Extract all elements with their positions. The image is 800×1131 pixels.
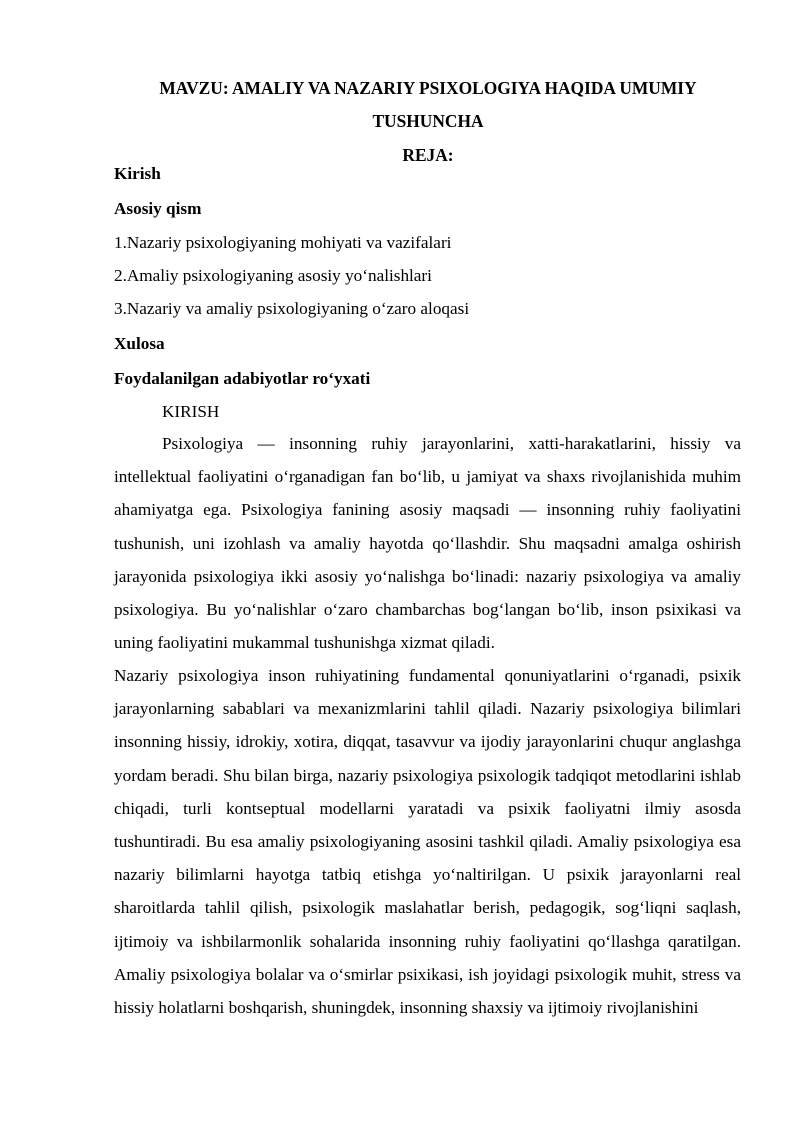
outline-item-2: 2.Amaliy psixologiyaning asosiy yo‘nalishlari (114, 266, 432, 285)
outline-item-main-part: Asosiy qism (114, 199, 202, 218)
section-heading: KIRISH (162, 402, 220, 421)
outline-item-3: 3.Nazariy va amaliy psixologiyaning o‘zaro aloqasi (114, 299, 470, 318)
paragraph-theory: Nazariy psixologiya inson ruhiyatining fundamental qonuniyatlarini o‘rganadi, psixik jarayonlarning sabablari va mexanizmlarini tahlil qiladi. Nazariy psixologiya bilimlari insonning hissiy, idrokiy, xotira, diqqat, tasavvur va ijodiy jarayonlarini chuqur anglashga yordam beradi. Shu bilan birga, nazariy psixologiya psixologik tadqiqot metodlarini ishlab chiqadi, turli kontseptual modellarni yaratadi va psixik faoliyatni ilmiy asosda tushuntiradi. Bu esa amaliy psixologiyaning asosini tashkil qiladi. Amaliy psixologiya esa nazariy bilimlarni hayotga tatbiq etishga yo‘naltirilgan. U psixik jarayonlarni real sharoitlarda tahlil qilish, psixologik maslahatlar berish, pedagogik, sog‘liqni saqlash, ijtimoiy va ishbilarmonlik sohalarida insonning ruhiy faoliyatini qo‘llashga qaratilgan. Amaliy psixologiya bolalar va o‘smirlar psixikasi, ish joyidagi psixologik muhit, stress va hissiy holatlarni boshqarish, shuningdek, insonning shaxsiy va ijtimoiy rivojlanishini (114, 666, 741, 1018)
outline-item-1: 1.Nazariy psixologiyaning mohiyati va vazifalari (114, 233, 452, 252)
document-title-line-1: MAVZU: AMALIY VA NAZARIY PSIXOLOGIYA HAQIDA UMUMIY (159, 78, 697, 98)
plan-heading: REJA: (402, 145, 454, 165)
document-title-line-2: TUSHUNCHA (372, 111, 484, 131)
outline-item-references: Foydalanilgan adabiyotlar ro‘yxati (114, 369, 371, 388)
paragraph-introduction: Psixologiya — insonning ruhiy jarayonlarini, xatti-harakatlarini, hissiy va intellektual faoliyatini o‘rganadigan fan bo‘lib, u jamiyat va shaxs rivojlanishida muhim ahamiyatga ega. Psixologiya fanining asosiy maqsadi — insonning ruhiy faoliyatini tushunish, uni izohlash va amaliy hayotda qo‘llashdir. Shu maqsadni amalga oshirish jarayonida psixologiya ikki asosiy yo‘nalishga bo‘linadi: nazariy psixologiya va amaliy psixologiya. Bu yo‘nalishlar o‘zaro chambarchas bog‘langan bo‘lib, inson psixikasi va uning faoliyatini mukammal tushunishga xizmat qiladi. (114, 434, 741, 653)
outline-item-conclusion: Xulosa (114, 334, 165, 353)
outline-item-introduction: Kirish (114, 164, 161, 183)
